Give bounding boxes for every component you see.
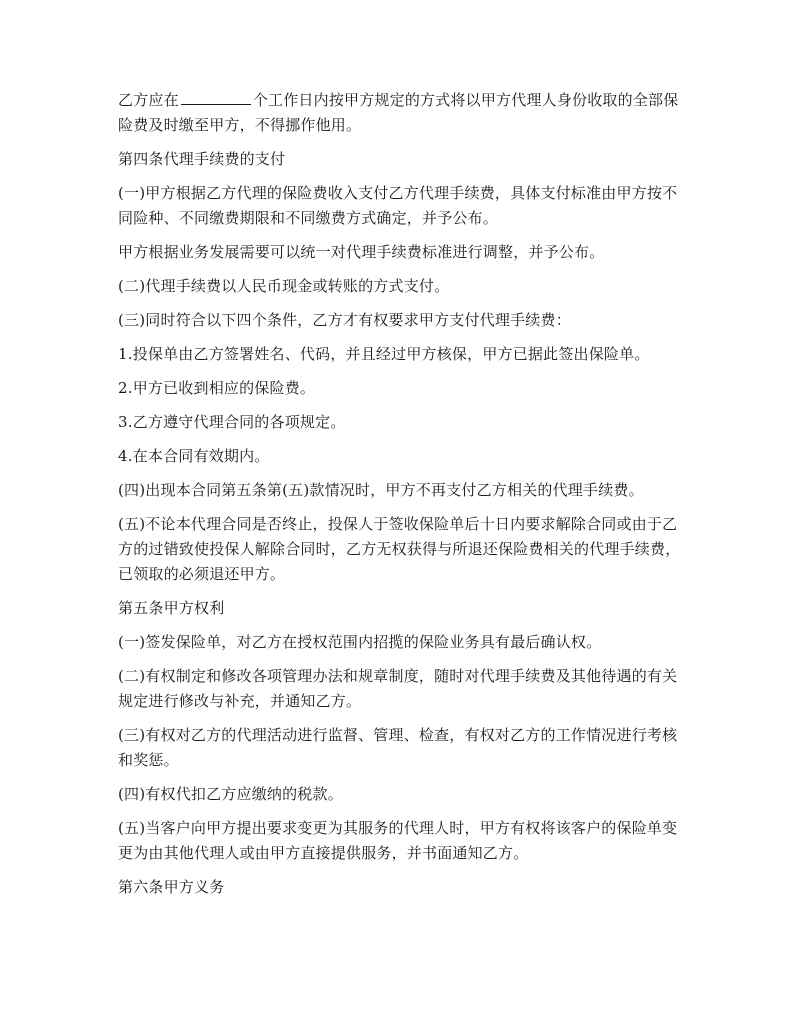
list-item-condition-2: 2.甲方已收到相应的保险费。 <box>118 379 316 397</box>
paragraph: (一)甲方根据乙方代理的保险费收入支付乙方代理手续费，具体支付标准由甲方按不同险种、不同缴费期限和不同缴费方式确定，并予公布。 <box>118 184 678 227</box>
section-heading-article-6: 第六条甲方义务 <box>118 878 225 896</box>
section-heading-article-5: 第五条甲方权利 <box>118 599 225 617</box>
paragraph: (二)有权制定和修改各项管理办法和规章制度，随时对代理手续费及其他待遇的有关规定进行修改与补充，并通知乙方。 <box>118 667 678 710</box>
paragraph: (三)同时符合以下四个条件，乙方才有权要求甲方支付代理手续费： <box>118 311 571 329</box>
blank-fill-line <box>181 88 251 105</box>
document-page <box>118 88 688 909</box>
list-item-condition-1: 1.投保单由乙方签署姓名、代码，并且经过甲方核保，甲方已据此签出保险单。 <box>118 345 650 363</box>
section-heading-article-4: 第四条代理手续费的支付 <box>118 150 286 168</box>
paragraph-text-after-blank: 个工作日内按甲方规定的方式将以甲方代理人身份收取的全部保险费及时缴至甲方，不得挪作他用。 <box>118 91 679 134</box>
paragraph-text-before-blank: 乙方应在 <box>118 91 179 109</box>
paragraph-payment-deadline <box>118 88 688 138</box>
paragraph: (一)签发保险单，对乙方在授权范围内招揽的保险业务具有最后确认权。 <box>118 633 602 651</box>
paragraph: (五)不论本代理合同是否终止，投保人于签收保险单后十日内要求解除合同或由于乙方的过错致使投保人解除合同时，乙方无权获得与所退还保险费相关的代理手续费，已领取的必须退还甲方。 <box>118 515 681 583</box>
paragraph: 甲方根据业务发展需要可以统一对代理手续费标准进行调整，并予公布。 <box>118 243 605 261</box>
paragraph: (三)有权对乙方的代理活动进行监督、管理、检查，有权对乙方的工作情况进行考核和奖惩。 <box>118 726 678 769</box>
paragraph: (五)当客户向甲方提出要求变更为其服务的代理人时，甲方有权将该客户的保险单变更为由其他代理人或由甲方直接提供服务，并书面通知乙方。 <box>118 819 678 862</box>
paragraph: (四)出现本合同第五条第(五)款情况时，甲方不再支付乙方相关的代理手续费。 <box>118 481 644 499</box>
list-item-condition-3: 3.乙方遵守代理合同的各项规定。 <box>118 413 346 431</box>
paragraph: (二)代理手续费以人民币现金或转账的方式支付。 <box>118 277 450 295</box>
list-item-condition-4: 4.在本合同有效期内。 <box>118 447 270 465</box>
paragraph: (四)有权代扣乙方应缴纳的税款。 <box>118 785 343 803</box>
